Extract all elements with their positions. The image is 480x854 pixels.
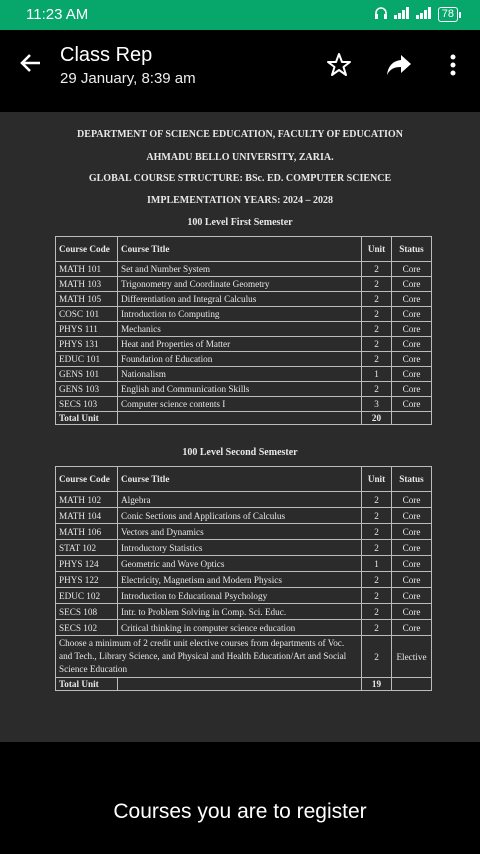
- course-title: Conic Sections and Applications of Calculus: [118, 508, 362, 524]
- col-header-unit: Unit: [362, 237, 392, 262]
- course-title: Mechanics: [118, 322, 362, 337]
- table-row: [56, 382, 432, 397]
- course-status: Core: [392, 277, 432, 292]
- table-header-row: [56, 467, 432, 492]
- doc-heading-years: IMPLEMENTATION YEARS: 2024 – 2028: [147, 195, 333, 206]
- course-status: Core: [392, 352, 432, 367]
- course-unit: 2: [362, 540, 392, 556]
- course-status: Core: [392, 337, 432, 352]
- app-header: [0, 30, 480, 112]
- battery-icon: 78: [438, 7, 458, 22]
- course-title: Vectors and Dynamics: [118, 524, 362, 540]
- table-header-row: [56, 237, 432, 262]
- table-row: [56, 588, 432, 604]
- signal-icon-2: [416, 7, 432, 22]
- course-unit: 2: [362, 382, 392, 397]
- course-unit: 3: [362, 397, 392, 412]
- course-code: MATH 106: [56, 524, 118, 540]
- course-title: Heat and Properties of Matter: [118, 337, 362, 352]
- course-status: Core: [392, 604, 432, 620]
- course-status: Core: [392, 382, 432, 397]
- course-code: EDUC 102: [56, 588, 118, 604]
- first-semester-table: [55, 236, 432, 425]
- doc-heading-structure: GLOBAL COURSE STRUCTURE: BSc. ED. COMPUTER SCIENCE: [88, 173, 392, 184]
- status-bar: [0, 0, 480, 30]
- table-row: [56, 352, 432, 367]
- course-code: COSC 101: [56, 307, 118, 322]
- col-header-title: Course Title: [118, 237, 362, 262]
- col-header-title: Course Title: [118, 467, 362, 492]
- total-units: 19: [362, 678, 392, 691]
- course-status: Core: [392, 508, 432, 524]
- table-row: [56, 572, 432, 588]
- course-code: SECS 102: [56, 620, 118, 636]
- course-status: Core: [392, 572, 432, 588]
- course-unit: 2: [362, 292, 392, 307]
- course-status: Core: [392, 307, 432, 322]
- status-time: 11:23 AM: [26, 6, 89, 23]
- doc-heading-university: AHMADU BELLO UNIVERSITY, ZARIA.: [146, 152, 334, 163]
- table-row: [56, 620, 432, 636]
- table-row: [56, 508, 432, 524]
- forward-icon[interactable]: [384, 50, 414, 80]
- back-arrow-icon[interactable]: [18, 50, 48, 80]
- total-row: [56, 678, 432, 691]
- image-viewer[interactable]: [0, 112, 480, 742]
- table-row: [56, 262, 432, 277]
- course-status: Core: [392, 588, 432, 604]
- elective-status: Elective: [392, 636, 432, 678]
- course-title: Electricity, Magnetism and Modern Physics: [118, 572, 362, 588]
- course-status: Core: [392, 262, 432, 277]
- course-status: Core: [392, 292, 432, 307]
- course-unit: 2: [362, 352, 392, 367]
- image-caption: Courses you are to register: [113, 800, 367, 823]
- total-row: [56, 412, 432, 425]
- table-row: [56, 556, 432, 572]
- table-row: [56, 292, 432, 307]
- col-header-status: Status: [392, 467, 432, 492]
- course-status: Core: [392, 322, 432, 337]
- course-unit: 2: [362, 508, 392, 524]
- course-unit: 2: [362, 337, 392, 352]
- signal-icon: [394, 7, 410, 22]
- course-code: MATH 101: [56, 262, 118, 277]
- first-semester-heading: 100 Level First Semester: [187, 217, 293, 228]
- course-code: GENS 101: [56, 367, 118, 382]
- elective-row: [56, 636, 432, 678]
- elective-unit: 2: [362, 636, 392, 678]
- total-label: Total Unit: [56, 412, 118, 425]
- course-unit: 2: [362, 492, 392, 508]
- document-image: [0, 112, 480, 742]
- course-code: PHYS 111: [56, 322, 118, 337]
- course-code: MATH 105: [56, 292, 118, 307]
- course-status: Core: [392, 492, 432, 508]
- course-title: Differentiation and Integral Calculus: [118, 292, 362, 307]
- table-row: [56, 337, 432, 352]
- second-semester-table: [55, 466, 432, 691]
- course-unit: 1: [362, 556, 392, 572]
- course-status: Core: [392, 397, 432, 412]
- course-status: Core: [392, 620, 432, 636]
- course-title: Introduction to Educational Psychology: [118, 588, 362, 604]
- course-unit: 2: [362, 588, 392, 604]
- course-title: Nationalism: [118, 367, 362, 382]
- course-title: Foundation of Education: [118, 352, 362, 367]
- table-row: [56, 367, 432, 382]
- course-unit: 2: [362, 524, 392, 540]
- course-title: Critical thinking in computer science education: [118, 620, 362, 636]
- course-title: Set and Number System: [118, 262, 362, 277]
- course-code: PHYS 124: [56, 556, 118, 572]
- course-title: Trigonometry and Coordinate Geometry: [118, 277, 362, 292]
- course-code: SECS 103: [56, 397, 118, 412]
- course-status: Core: [392, 524, 432, 540]
- course-title: Introduction to Computing: [118, 307, 362, 322]
- course-title: Intr. to Problem Solving in Comp. Sci. Educ.: [118, 604, 362, 620]
- course-code: MATH 102: [56, 492, 118, 508]
- course-unit: 2: [362, 604, 392, 620]
- status-icons: [374, 6, 458, 23]
- course-unit: 2: [362, 322, 392, 337]
- more-options-icon[interactable]: [438, 50, 468, 80]
- course-code: STAT 102: [56, 540, 118, 556]
- second-semester-heading: 100 Level Second Semester: [182, 447, 298, 458]
- caption-bar: [0, 742, 480, 854]
- course-unit: 2: [362, 307, 392, 322]
- col-header-code: Course Code: [56, 467, 118, 492]
- course-unit: 2: [362, 277, 392, 292]
- course-code: SECS 108: [56, 604, 118, 620]
- star-icon[interactable]: [324, 50, 354, 80]
- course-code: PHYS 122: [56, 572, 118, 588]
- course-title: English and Communication Skills: [118, 382, 362, 397]
- headphones-icon: [374, 6, 388, 23]
- total-units: 20: [362, 412, 392, 425]
- course-unit: 2: [362, 572, 392, 588]
- col-header-unit: Unit: [362, 467, 392, 492]
- course-code: MATH 104: [56, 508, 118, 524]
- chat-title: Class Rep: [60, 44, 153, 66]
- table-row: [56, 540, 432, 556]
- course-title: Algebra: [118, 492, 362, 508]
- course-title: Geometric and Wave Optics: [118, 556, 362, 572]
- table-row: [56, 397, 432, 412]
- table-row: [56, 524, 432, 540]
- course-code: PHYS 131: [56, 337, 118, 352]
- doc-heading-department: DEPARTMENT OF SCIENCE EDUCATION, FACULTY OF EDUCATION: [77, 129, 403, 140]
- table-row: [56, 307, 432, 322]
- elective-text: Choose a minimum of 2 credit unit elective courses from departments of Voc. and Tech., Library Science, and Physical and Health Education/Art and Social Science Education: [56, 636, 362, 678]
- course-title: Computer science contents I: [118, 397, 362, 412]
- course-title: Introductory Statistics: [118, 540, 362, 556]
- col-header-status: Status: [392, 237, 432, 262]
- course-code: GENS 103: [56, 382, 118, 397]
- course-unit: 2: [362, 262, 392, 277]
- table-row: [56, 492, 432, 508]
- course-status: Core: [392, 367, 432, 382]
- course-code: MATH 103: [56, 277, 118, 292]
- total-label: Total Unit: [56, 678, 118, 691]
- table-row: [56, 322, 432, 337]
- col-header-code: Course Code: [56, 237, 118, 262]
- course-status: Core: [392, 556, 432, 572]
- course-unit: 2: [362, 620, 392, 636]
- table-row: [56, 277, 432, 292]
- message-date: 29 January, 8:39 am: [60, 70, 196, 87]
- course-status: Core: [392, 540, 432, 556]
- course-unit: 1: [362, 367, 392, 382]
- table-row: [56, 604, 432, 620]
- course-code: EDUC 101: [56, 352, 118, 367]
